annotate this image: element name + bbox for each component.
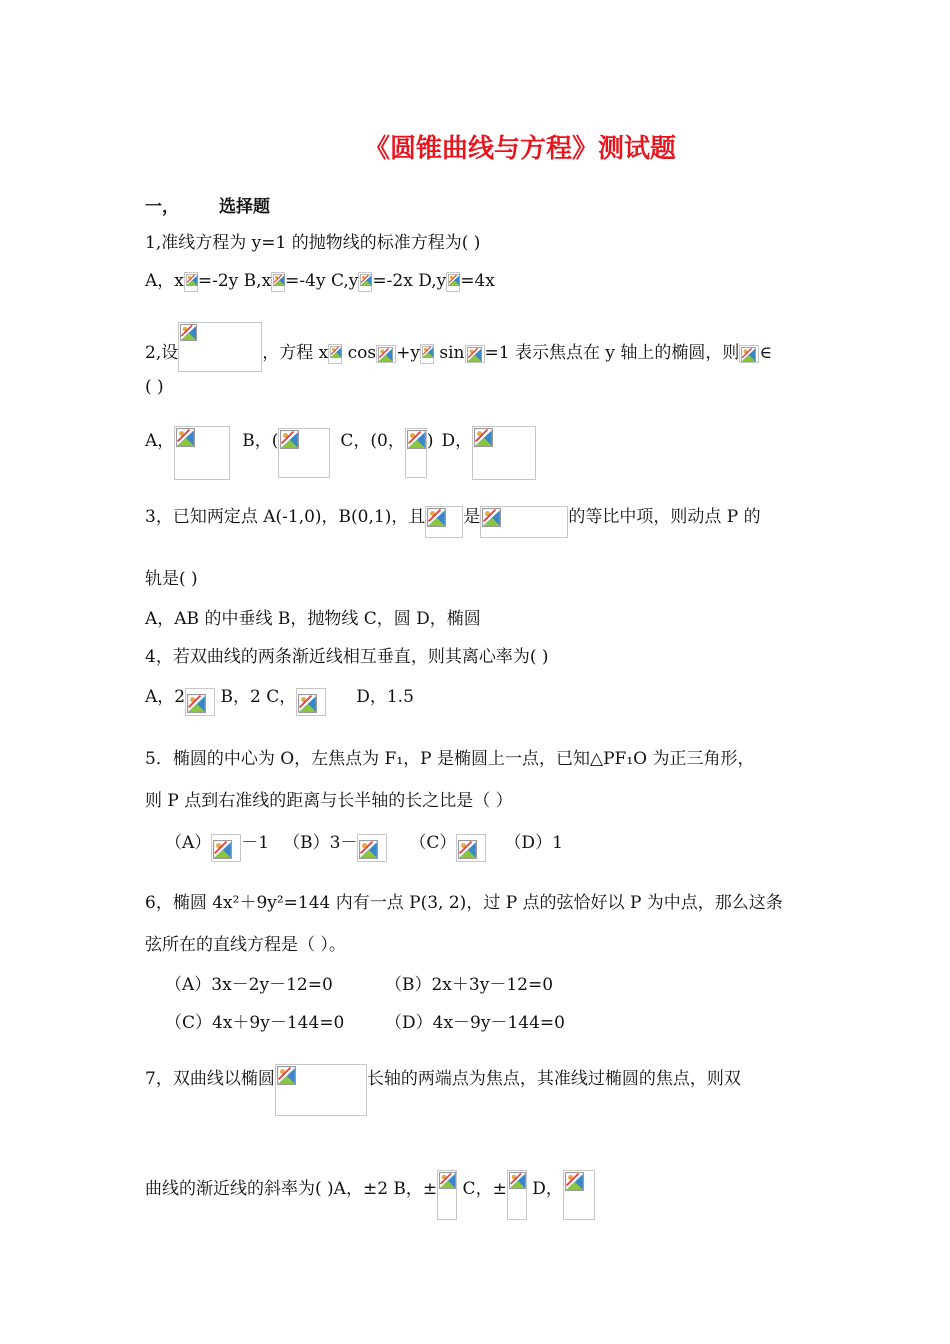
question-2-paren: ( ) bbox=[145, 377, 164, 397]
question-6-line2: 弦所在的直线方程是（ ）。 bbox=[145, 935, 346, 955]
section-number: 一， bbox=[145, 197, 179, 217]
question-6-option-c: （C）4x＋9y－144=0 bbox=[165, 1013, 345, 1033]
section-name: 选择题 bbox=[219, 197, 270, 217]
question-7: 7，双曲线以椭圆 长轴的两端点为焦点，其准线过椭圆的焦点，则双 bbox=[145, 1064, 741, 1116]
question-3-line2: 轨是( ) bbox=[145, 569, 198, 589]
broken-image-icon bbox=[480, 506, 568, 538]
question-4: 4，若双曲线的两条渐近线相互垂直，则其离心率为( ) bbox=[145, 647, 549, 667]
broken-image-icon bbox=[472, 426, 536, 480]
broken-image-icon bbox=[271, 272, 285, 292]
question-1: 1,准线方程为 y=1 的抛物线的标准方程为( ) bbox=[145, 233, 481, 253]
document-title: 《圆锥曲线与方程》测试题 bbox=[363, 134, 676, 164]
broken-image-icon bbox=[184, 272, 198, 292]
question-3: 3，已知两定点 A(-1,0)，B(0,1)，且 是 的等比中项，则动点 P 的 bbox=[145, 506, 761, 538]
broken-image-icon bbox=[275, 1064, 367, 1116]
question-5: 5．椭圆的中心为 O，左焦点为 F₁，P 是椭圆上一点，已知△PF₁O 为正三角形， bbox=[145, 749, 755, 769]
question-2-options: A， B，( C，(0， ) D， bbox=[145, 426, 536, 480]
question-7-line2: 曲线的渐近线的斜率为( )A，±2 B，± C，± D， bbox=[145, 1170, 595, 1220]
question-4-options: A，2 B，2 C， D，1.5 bbox=[145, 686, 414, 716]
question-5-line2: 则 P 点到右准线的距离与长半轴的长之比是（ ） bbox=[145, 791, 513, 811]
broken-image-icon bbox=[328, 344, 342, 364]
broken-image-icon bbox=[507, 1170, 527, 1220]
broken-image-icon bbox=[437, 1170, 457, 1220]
broken-image-icon bbox=[420, 344, 434, 364]
broken-image-icon bbox=[465, 345, 485, 363]
question-2: 2,设 ，方程 x cos +y sin =1 表示焦点在 y 轴上的椭圆，则 ∈ bbox=[145, 322, 772, 372]
broken-image-icon bbox=[278, 428, 330, 478]
broken-image-icon bbox=[296, 688, 326, 716]
broken-image-icon bbox=[185, 688, 215, 716]
question-6: 6，椭圆 4x²＋9y²=144 内有一点 P(3, 2)，过 P 点的弦恰好以 P 为中点，那么这条 bbox=[145, 893, 783, 913]
question-6-option-a: （A）3x－2y－12=0 bbox=[165, 975, 333, 995]
broken-image-icon bbox=[425, 506, 463, 538]
broken-image-icon bbox=[358, 272, 372, 292]
question-6-option-b: （B）2x＋3y－12=0 bbox=[385, 975, 554, 995]
question-3-options: A，AB 的中垂线 B，抛物线 C，圆 D，椭圆 bbox=[145, 609, 481, 629]
section-heading bbox=[145, 196, 270, 218]
broken-image-icon bbox=[405, 428, 427, 478]
broken-image-icon bbox=[357, 834, 387, 862]
question-1-options: A，x =-2y B,x =-4y C,y =-2x D,y =4x bbox=[145, 271, 495, 291]
broken-image-icon bbox=[174, 426, 230, 480]
broken-image-icon bbox=[739, 345, 759, 363]
broken-image-icon bbox=[178, 322, 262, 372]
broken-image-icon bbox=[446, 272, 460, 292]
broken-image-icon bbox=[376, 345, 396, 363]
question-5-options: （A） －1 （B）3－ （C） （D）1 bbox=[165, 832, 563, 862]
question-6-option-d: （D）4x－9y－144=0 bbox=[385, 1013, 565, 1033]
broken-image-icon bbox=[211, 834, 241, 862]
broken-image-icon bbox=[563, 1170, 595, 1220]
broken-image-icon bbox=[456, 834, 486, 862]
